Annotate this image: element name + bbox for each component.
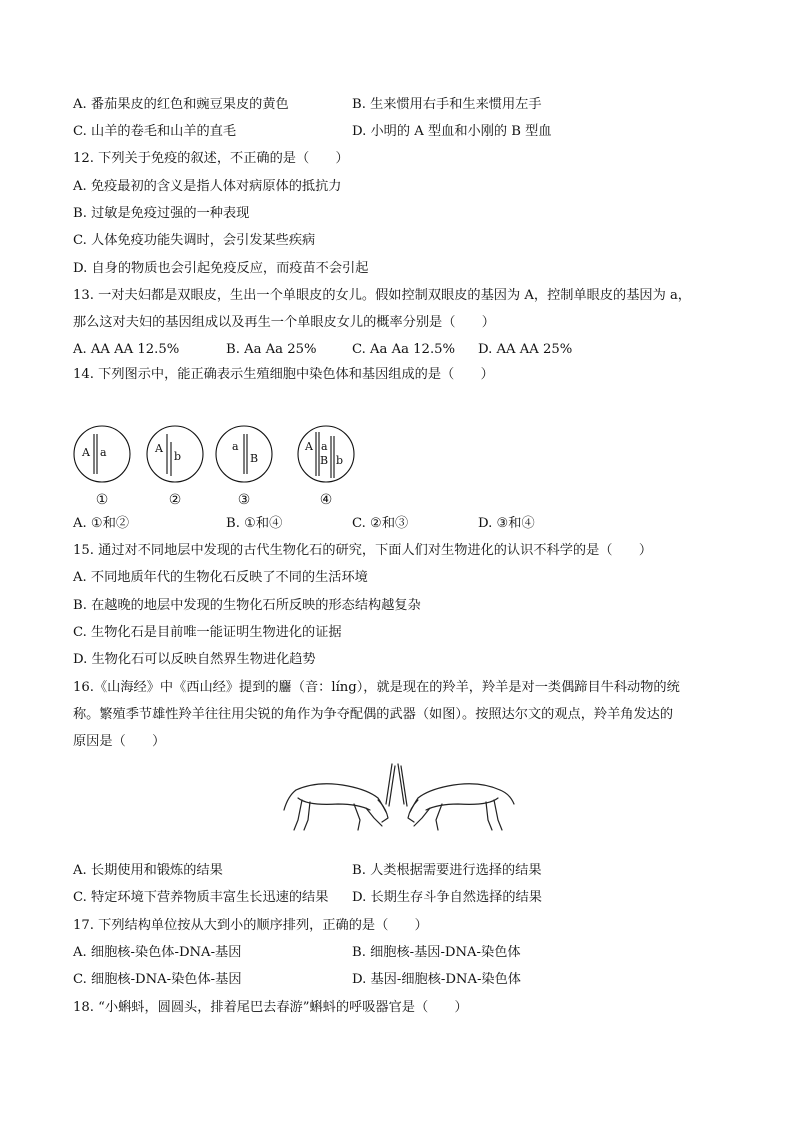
right-antelope-rear-leg-1 — [494, 800, 502, 830]
q13-stem-line1: 13. 一对夫妇都是双眼皮，生出一个单眼皮的女儿。假如控制双眼皮的基因为 A，控制单眼皮的基因为 a， — [73, 288, 691, 303]
right-antelope-front-leg-1 — [436, 804, 442, 830]
q13-option-d: D. AA AA 25% — [478, 342, 573, 357]
q16-option-d: D. 长期生存斗争自然选择的结果 — [352, 890, 542, 905]
q11-option-b: B. 生来惯用右手和生来惯用左手 — [352, 97, 542, 112]
cell-3-number: ③ — [237, 492, 251, 508]
q12-option-a: A. 免疫最初的含义是指人体对病原体的抵抗力 — [73, 179, 342, 194]
q15-option-c: C. 生物化石是目前唯一能证明生物进化的证据 — [73, 625, 342, 640]
q14-option-a: A. ①和② — [73, 516, 130, 531]
q16-option-c: C. 特定环境下营养物质丰富生长迅速的结果 — [73, 890, 329, 905]
q15-option-b: B. 在越晚的地层中发现的生物化石所反映的形态结构越复杂 — [73, 598, 421, 613]
right-antelope-rear-leg-2 — [486, 802, 492, 830]
left-antelope-horn-1 — [386, 764, 392, 804]
q14-option-b: B. ①和④ — [226, 516, 283, 531]
left-antelope-rear-leg-2 — [304, 802, 310, 830]
cell-4-gene-4: b — [336, 454, 344, 467]
cell-4-gene-3: B — [320, 454, 329, 467]
cell-3-gene-1: a — [232, 440, 239, 453]
q12-option-d: D. 自身的物质也会引起免疫反应，而疫苗不会引起 — [73, 261, 369, 276]
cell-4-gene-1: A — [305, 440, 313, 453]
q15-option-d: D. 生物化石可以反映自然界生物进化趋势 — [73, 652, 316, 667]
q11-option-c: C. 山羊的卷毛和山羊的直毛 — [73, 124, 237, 139]
q17-option-a: A. 细胞核-染色体-DNA-基因 — [73, 945, 242, 960]
left-antelope-front-leg-2 — [366, 808, 382, 826]
left-antelope-rear-leg-1 — [294, 800, 302, 830]
cell-2-gene-2: b — [174, 450, 182, 463]
q17-option-c: C. 细胞核-DNA-染色体-基因 — [73, 972, 242, 987]
q17-option-b: B. 细胞核-基因-DNA-染色体 — [352, 945, 521, 960]
q12-stem: 12. 下列关于免疫的叙述，不正确的是（ ） — [73, 151, 349, 166]
right-antelope-head — [408, 800, 418, 822]
cell-2-gene-1: A — [155, 442, 163, 455]
q18-stem: 18. “小蝌蚪，圆圆头，排着尾巴去春游”蝌蚪的呼吸器官是（ ） — [73, 1000, 468, 1015]
q17-option-d: D. 基因-细胞核-DNA-染色体 — [352, 972, 521, 987]
cell-4-gene-2: a — [321, 440, 328, 453]
q13-option-c: C. Aa Aa 12.5% — [352, 342, 456, 357]
q16-stem-line2: 称。繁殖季节雄性羚羊往往用尖锐的角作为争夺配偶的武器（如图）。按照达尔文的观点，羚羊角发达的 — [73, 707, 674, 722]
cell-3-gene-2: B — [250, 452, 259, 465]
q17-stem: 17. 下列结构单位按从大到小的顺序排列，正确的是（ ） — [73, 918, 428, 933]
q14-stem: 14. 下列图示中，能正确表示生殖细胞中染色体和基因组成的是（ ） — [73, 367, 494, 382]
cell-1-number: ① — [95, 492, 109, 508]
q13-option-a: A. AA AA 12.5% — [73, 342, 180, 357]
chromosome-diagram — [72, 424, 372, 514]
q12-option-c: C. 人体免疫功能失调时，会引发某些疾病 — [73, 233, 316, 248]
q11-option-d: D. 小明的 A 型血和小刚的 B 型血 — [352, 124, 552, 139]
q15-option-a: A. 不同地质年代的生物化石反映了不同的生活环境 — [73, 570, 368, 585]
q16-option-a: A. 长期使用和锻炼的结果 — [73, 863, 223, 878]
right-antelope-tail — [500, 790, 514, 804]
q12-option-b: B. 过敏是免疫过强的一种表现 — [73, 206, 250, 221]
cell-4-number: ④ — [319, 492, 333, 508]
q13-stem-line2: 那么这对夫妇的基因组成以及再生一个单眼皮女儿的概率分别是（ ） — [73, 315, 495, 330]
cell-1-gene-2: a — [100, 446, 107, 459]
q11-option-a: A. 番茄果皮的红色和豌豆果皮的黄色 — [73, 97, 289, 112]
left-antelope-tail — [284, 790, 296, 810]
q15-stem: 15. 通过对不同地层中发现的古代生物化石的研究，下面人们对生物进化的认识不科学的是（ ） — [73, 543, 653, 558]
cell-1-gene-1: A — [82, 446, 90, 459]
fighting-antelopes-illustration — [278, 760, 518, 838]
right-antelope-front-leg-2 — [414, 808, 430, 826]
left-antelope-horn-2 — [389, 766, 395, 806]
q14-option-d: D. ③和④ — [478, 516, 535, 531]
q16-stem-line3: 原因是（ ） — [73, 734, 166, 749]
left-antelope-front-leg-1 — [354, 804, 360, 830]
q13-option-b: B. Aa Aa 25% — [226, 342, 317, 357]
q16-option-b: B. 人类根据需要进行选择的结果 — [352, 863, 542, 878]
q16-stem-line1: 16.《山海经》中《西山经》提到的麢（音：líng），就是现在的羚羊，羚羊是对一类偶蹄目牛科动物的统 — [73, 680, 680, 695]
cell-2-number: ② — [168, 492, 182, 508]
q14-option-c: C. ②和③ — [352, 516, 409, 531]
